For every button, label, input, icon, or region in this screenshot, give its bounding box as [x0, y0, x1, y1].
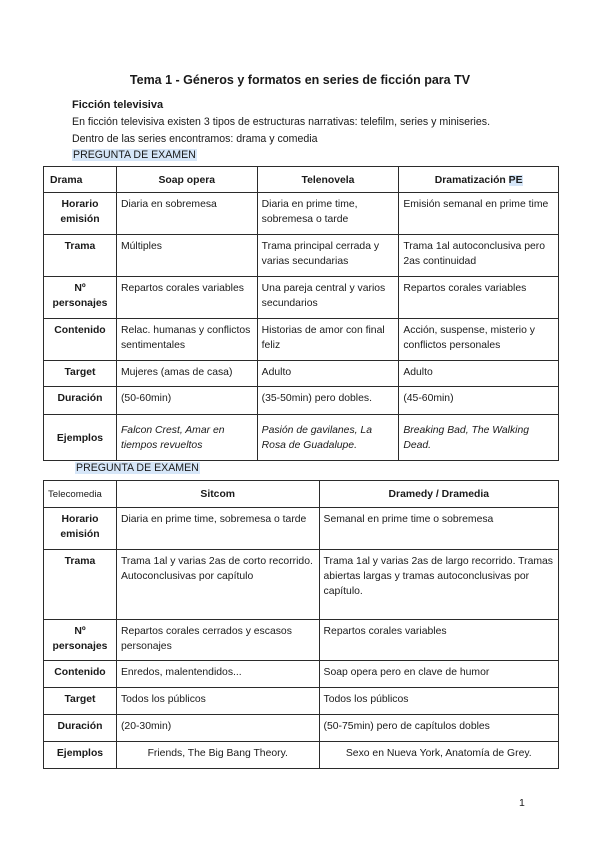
table-cell: Diaria en prime time, sobremesa o tarde: [116, 508, 319, 550]
section-heading: Ficción televisiva: [72, 99, 164, 111]
table-row: [44, 661, 559, 688]
table-row: [44, 550, 559, 620]
table-cell: Diaria en prime time, sobremesa o tarde: [257, 193, 399, 235]
table-cell: Soap opera pero en clave de humor: [319, 661, 558, 688]
intro-line: En ficción televisiva existen 3 tipos de estructuras narrativas: telefilm, series y miniseries.: [72, 116, 491, 128]
table-cell: Trama 1al y varias 2as de largo recorrido. Tramas abiertas largas y tramas autoconclusivas por capítulo.: [319, 550, 558, 620]
table-row: [44, 620, 559, 661]
page-title: Tema 1 - Géneros y formatos en series de ficción para TV: [129, 73, 471, 87]
table-cell: Emisión semanal en prime time: [399, 193, 559, 235]
column-header: [399, 167, 559, 193]
table-row: [44, 715, 559, 742]
table-cell: Múltiples: [116, 235, 257, 277]
table-cell: Sexo en Nueva York, Anatomía de Grey.: [319, 742, 558, 769]
table-cell: (50-60min): [116, 387, 257, 415]
table-row: [44, 742, 559, 769]
table-cell: (45-60min): [399, 387, 559, 415]
table-row: [44, 361, 559, 387]
column-header: Telenovela: [257, 167, 399, 193]
row-label: Nº personajes: [44, 620, 117, 661]
table-cell: Historias de amor con final feliz: [257, 319, 399, 361]
table-row: [44, 193, 559, 235]
row-label: Horario emisión: [44, 508, 117, 550]
table-cell: Adulto: [399, 361, 559, 387]
table-cell: [257, 415, 399, 461]
table-row: [44, 415, 559, 461]
comedy-table: [43, 480, 559, 769]
row-label: Nº personajes: [44, 277, 117, 319]
row-label: Duración: [44, 715, 117, 742]
example-titles: Falcon Crest, Amar en tiempos revueltos: [120, 425, 225, 451]
table-row: [44, 387, 559, 415]
table-cell: Relac. humanas y conflictos sentimentales: [116, 319, 257, 361]
table-cell: [399, 415, 559, 461]
row-label: Duración: [44, 387, 117, 415]
table-cell: Trama 1al y varias 2as de corto recorrido. Autoconclusivas por capítulo: [116, 550, 319, 620]
row-label: Ejemplos: [44, 415, 117, 461]
example-titles: Pasión de gavilanes, La Rosa de Guadalupe.: [261, 425, 372, 451]
table-cell: (35-50min) pero dobles.: [257, 387, 399, 415]
column-header: Soap opera: [116, 167, 257, 193]
table-row: [44, 277, 559, 319]
row-label: Contenido: [44, 661, 117, 688]
drama-table: [43, 166, 559, 461]
table-row: [44, 235, 559, 277]
example-titles: Breaking Bad, The Walking Dead.: [403, 425, 530, 451]
row-label: Target: [44, 688, 117, 715]
table-header-row: [44, 481, 559, 508]
intro-line: Dentro de las series encontramos: drama y comedia: [72, 133, 318, 145]
table-cell: Trama principal cerrada y varias secundarias: [257, 235, 399, 277]
row-label: Ejemplos: [44, 742, 117, 769]
table-corner-label: Drama: [44, 167, 117, 193]
table-cell: Repartos corales variables: [399, 277, 559, 319]
row-label: Trama: [44, 550, 117, 620]
table-cell: Enredos, malentendidos...: [116, 661, 319, 688]
exam-label-highlight: PREGUNTA DE EXAMEN: [76, 462, 199, 474]
column-header: Dramedy / Dramedia: [319, 481, 558, 508]
table-cell: Trama 1al autoconclusiva pero 2as continuidad: [399, 235, 559, 277]
table-cell: Friends, The Big Bang Theory.: [116, 742, 319, 769]
table-cell: Semanal en prime time o sobremesa: [319, 508, 558, 550]
row-label: Target: [44, 361, 117, 387]
row-label: Horario emisión: [44, 193, 117, 235]
table-cell: (20-30min): [116, 715, 319, 742]
row-label: Trama: [44, 235, 117, 277]
table-cell: Repartos corales variables: [116, 277, 257, 319]
row-label: Contenido: [44, 319, 117, 361]
column-header: Sitcom: [116, 481, 319, 508]
table-row: [44, 688, 559, 715]
exam-label-highlight: PREGUNTA DE EXAMEN: [73, 149, 196, 161]
table-row: [44, 319, 559, 361]
table-cell: Todos los públicos: [116, 688, 319, 715]
table-corner-label: Telecomedia: [44, 481, 117, 508]
table-cell: Acción, suspense, misterio y conflictos personales: [399, 319, 559, 361]
table-cell: Repartos corales cerrados y escasos personajes: [116, 620, 319, 661]
column-header-label: Dramatización: [434, 174, 506, 186]
page-number: 1: [519, 797, 525, 809]
table-cell: Una pareja central y varios secundarios: [257, 277, 399, 319]
table-cell: (50-75min) pero de capítulos dobles: [319, 715, 558, 742]
table-cell: Repartos corales variables: [319, 620, 558, 661]
table-cell: Diaria en sobremesa: [116, 193, 257, 235]
pe-highlight: PE: [508, 174, 523, 186]
table-cell: Mujeres (amas de casa): [116, 361, 257, 387]
table-cell: Adulto: [257, 361, 399, 387]
table-row: [44, 508, 559, 550]
table-cell: [116, 415, 257, 461]
table-cell: Todos los públicos: [319, 688, 558, 715]
table-header-row: [44, 167, 559, 193]
